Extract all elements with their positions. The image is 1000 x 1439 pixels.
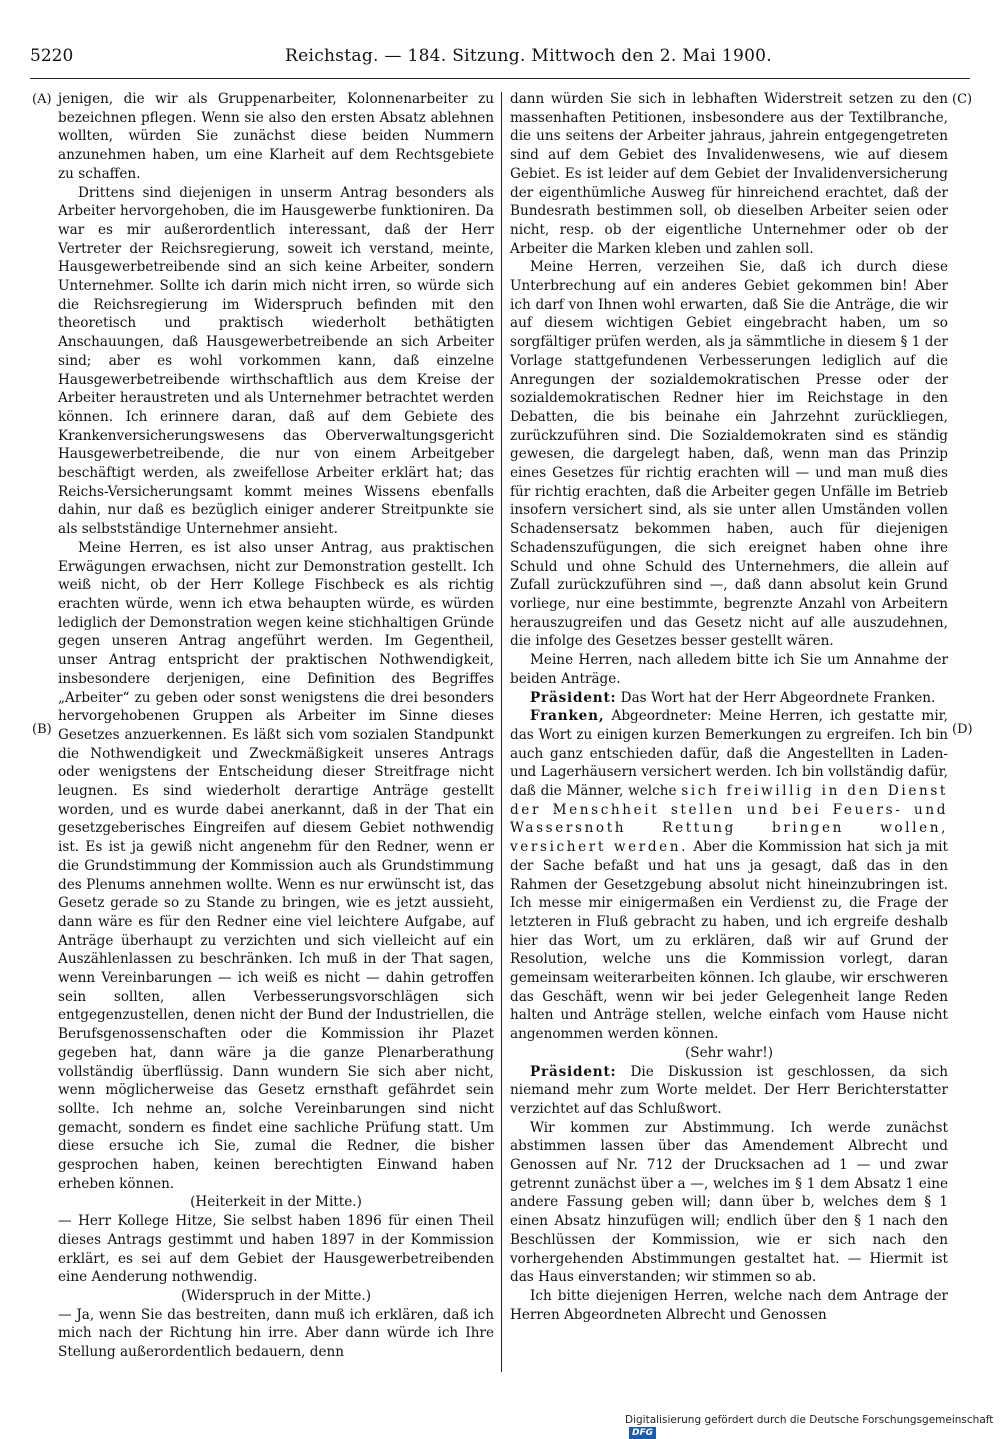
- paragraph-text: Wir kommen zur Abstimmung. Ich werde zunächst abstimmen lassen über das Amendement Albrecht und Genossen auf Nr. 712 der Drucksachen ad 1 — und zwar getrennt zunächst über a —, welches im § 1 dem Absatz 1 eine andere Fassung geben will; dann über b, welches dem § 1 einen Absatz hinzufügen will; endlich über den § 1 nach den Beschlüssen der Kommission, wie er sich nach den vorhergehenden Abstimmungen gestaltet hat. — Hiermit ist das Haus einverstanden; wir stimmen so ab.: [510, 1119, 948, 1286]
- paragraph: [58, 1212, 494, 1287]
- paragraph-text: Drittens sind diejenigen in unserm Antrag besonders als Arbeiter hervorgehoben, die im Hausgewerbe funktioniren. Da war es mir außerordentlich interessant, daß der Herr Vertreter der Reichsregierung, soweit ich verstand, meinte, Hausgewerbetreibende sind an sich keine Arbeiter, sondern Unternehmer. Sollte ich darin mich nicht irren, so würde sich die Reichsregierung im Widerspruch befinden mit den theoretisch und praktisch wiederholt bethätigten Anschauungen, daß Hausgewerbetreibende an sich Arbeiter sind; aber es wohl vorkommen kann, daß einzelne Hausgewerbetreibende wirthschaftlich aus dem Kreise der Arbeiter heraustreten und als Unternehmer betrachtet werden können. Ich erinnere daran, daß auf dem Gebiete des Krankenversicherungswesens das Oberverwaltungsgericht Hausgewerbetreibende, die nur von einem Arbeitgeber beschäftigt werden, als zweifellose Arbeiter erklärt hat; das Reichs-Versicherungsamt kommt meines Wissens ebenfalls dahin, nur daß es bezüglich einiger anderer Streitpunkte sie als selbstständige Unternehmer ansieht.: [58, 184, 494, 538]
- page-header: [30, 46, 970, 72]
- paragraph-text: Die Diskussion ist geschlossen, da sich niemand mehr zum Worte meldet. Der Herr Berichterstatter verzichtet auf das Schlußwort.: [510, 1063, 948, 1117]
- footer: [625, 1414, 1000, 1439]
- margin-mark-a: (A): [32, 92, 52, 107]
- paragraph: [510, 651, 948, 688]
- margin-mark-b: (B): [32, 722, 52, 737]
- paragraph: [58, 184, 494, 539]
- paragraph: [510, 1044, 948, 1063]
- paragraph: [58, 539, 494, 1194]
- paragraph: [58, 90, 494, 184]
- margin-mark-d: (D): [952, 722, 973, 737]
- paragraph-text: Aber die Kommission hat sich ja mit der Sache befaßt und hat uns ja gesagt, daß das in den Rahmen der Gesetzgebung absolut nicht hineinzubringen ist. Ich messe mir einigermaßen ein Verdienst zu, die Frage der letzteren in Fluß gebracht zu haben, und ich ergreife deshalb hier das Wort, um zu erklären, daß wir auf Grund der Resolution, welche uns die Kommission vorlegt, daran gemeinsam weiterarbeiten können. Ich glaube, wir erschweren das Geschäft, wenn wir bei jeder Gelegenheit lange Reden halten und Anträge stellen, welche einfach vom Hause nicht angenommen werden können.: [510, 839, 948, 1043]
- header-rule: [30, 78, 970, 79]
- paragraph-text: (Heiterkeit in der Mitte.): [190, 1194, 362, 1211]
- speaker-name: Präsident:: [530, 1063, 617, 1080]
- paragraph: [510, 258, 948, 651]
- paragraph-text: (Widerspruch in der Mitte.): [180, 1288, 372, 1304]
- paragraph-text: jenigen, die wir als Gruppenarbeiter, Kolonnenarbeiter zu bezeichnen pflegen. Wenn sie also den ersten Absatz ablehnen wollten, würden Sie zunächst diese beiden Nummern anzunehmen haben, um eine Klarheit auf dem Rechtsgebiete zu schaffen.: [58, 91, 494, 182]
- speaker-name: Franken,: [530, 708, 605, 725]
- paragraph-text: Abgeordneter: Meine Herren, ich gestatte mir, das Wort zu einigen kurzen Bemerkungen zu ergreifen. Ich bin auch ganz entschieden dafür, daß die Angestellten in Laden- und Lagerhäusern versichert werden. Ich bin vollständig dafür, daß die Männer, welche: [510, 708, 948, 800]
- paragraph: [58, 1287, 494, 1306]
- paragraph: [510, 1287, 948, 1324]
- paragraph: [58, 1193, 494, 1212]
- margin-mark-c: (C): [952, 92, 973, 107]
- right-column: [510, 90, 948, 1324]
- paragraph: [510, 1063, 948, 1119]
- paragraph-text: Das Wort hat der Herr Abgeordnete Franken.: [620, 689, 936, 706]
- paragraph-text: Meine Herren, nach alledem bitte ich Sie um Annahme der beiden Anträge.: [510, 652, 948, 687]
- speaker-name: Präsident:: [530, 689, 617, 706]
- dfg-logo: DFG: [629, 1427, 656, 1439]
- paragraph-text: (Sehr wahr!): [685, 1044, 773, 1061]
- paragraph-text: Ich bitte diejenigen Herren, welche nach dem Antrage der Herren Abgeordneten Albrecht und Genossen: [510, 1288, 948, 1323]
- paragraph: [510, 90, 948, 258]
- spaced-emphasis: sich freiwillig in den Dienst der Menschheit stellen und bei Feuers- und Wassersnoth Rettung bringen wollen, versichert werden.: [510, 783, 948, 856]
- running-title: Reichstag. — 184. Sitzung. Mittwoch den 2. Mai 1900.: [285, 46, 773, 66]
- paragraph: [58, 1306, 494, 1362]
- paragraph-text: dann würden Sie sich in lebhaften Widerstreit setzen zu den massenhaften Petitionen, insbesondere aus der Textilbranche, die uns seitens der Arbeiter jahraus, jahrein entgegengetreten sind auf dem Gebiet des Invalidenwesens, wie auf diesem Gebiet. Es ist leider auf dem Gebiet der Invalidenversicherung der eigenthümliche Ausweg für hinreichend erachtet, daß der Bundesrath bestimmen soll, ob dieselben Arbeiter seien oder nicht, resp. ob der eigentliche Unternehmer oder ob der Arbeiter die Marken kleben und zahlen soll.: [510, 91, 948, 257]
- paragraph-text: Meine Herren, verzeihen Sie, daß ich durch diese Unterbrechung auf ein anderes Gebiet gekommen bin! Aber ich darf von Ihnen wohl erwarten, daß Sie die Anträge, die wir auf diesem wichtigen Gebiet eingebracht haben, um so sorgfältiger prüfen werden, als ja sämmtliche in diesem § 1 der Vorlage stattgefundenen Verbesserungen lediglich auf die Anregungen der sozialdemokratischen Presse oder der sozialdemokratischen Redner hier im Reichstage in den Debatten, die bis beinahe ein Jahrzehnt zurückliegen, zurückzuführen sind. Die Sozialdemokraten sind es ständig gewesen, die dargelegt haben, daß, wenn man das Prinzip eines Gesetzes für richtig erachten will — und man muß dies für richtig erachten, daß die Arbeiter gegen Unfälle im Betrieb insofern versichert sind, als sie unter allen Umständen vollen Schadensersatz bekommen haben, auch für diejenigen Schadenszufügungen, die sich ereignet haben ohne ihre Schuld und ohne Schuld des Unternehmers, die allein auf Zufall zurückzuführen sind —, daß dann absolut kein Grund vorliege, nur eine bestimmte, begrenzte Anzahl von Arbeitern herauszugreifen und das Gesetz nicht auf alle auszudehnen, die infolge des Gesetzes besser gestellt wären.: [510, 259, 948, 650]
- paragraph-text: Meine Herren, es ist also unser Antrag, aus praktischen Erwägungen erwachsen, nicht zur Demonstration gestellt. Ich weiß nicht, ob der Herr Kollege Fischbeck es als richtig erachten würde, wenn ich etwa behaupten würde, es würden lediglich der Demonstration wegen keine stichhaltigen Gründe gegen unseren Antrag angeführt werden. Im Gegentheil, unser Antrag entspricht der praktischen Nothwendigkeit, insbesondere derjenigen, eine Definition des Begriffes „Arbeiter“ zu geben oder sonst wenigstens die drei besonders hervorgehobenen Gruppen als Arbeiter im Sinne dieses Gesetzes anzuerkennen. Es läßt sich vom sozialen Standpunkt die Nothwendigkeit und Zweckmäßigkeit unseres Antrags oder wenigstens der Entscheidung dieser Streitfrage nicht leugnen. Es sind wiederholt derartige Anträge gestellt worden, und es wurde dabei anerkannt, daß in der That ein gesetzgeberisches Eingreifen auf diesem Gebiet nothwendig ist. Es ist ja gewiß nicht angenehm für den Redner, wenn er die Grundstimmung der Kommission auch als Grundstimmung des Plenums annehmen wollte. Wenn es nur erwünscht ist, das Gesetz gerade so zu Stande zu bringen, wie es jetzt aussieht, dann wäre es für den Redner eine viel leichtere Aufgabe, auf Anträge überhaupt zu verzichten und sich vielleicht auf ein Auszählenlassen zu beschränken. Ich muß in der That sagen, wenn Vereinbarungen — ich weiß es nicht — dahin getroffen sein sollten, allen Verbesserungsvorschlägen sich entgegenzustellen, denen nicht der Bund der Industriellen, die Berufsgenossenschaften oder die Kommission ihr Plazet gegeben hat, dann wäre ja die ganze Plenarberathung vollständig überflüssig. Dann wundern Sie sich aber nicht, wenn möglicherweise das Gesetz ernsthaft gefährdet sein sollte. Ich nehme an, solche Vereinbarungen sind nicht gemacht, sondern es findet eine sachliche Prüfung statt. Um diese ersuche ich Sie, zumal die Redner, die bisher gesprochen haben, keinen berechtigten Einwand haben erheben können.: [58, 539, 494, 1192]
- column-divider: [501, 92, 502, 1372]
- paragraph-text: — Ja, wenn Sie das bestreiten, dann muß ich erklären, daß ich mich nach der Richtung hin irre. Aber dann würde ich Ihre Stellung außerordentlich bedauern, denn: [58, 1306, 494, 1361]
- paragraph-text: — Herr Kollege Hitze, Sie selbst haben 1896 für einen Theil dieses Antrags gestimmt und haben 1897 in der Kommission erklärt, es sei auf dem Gebiet der Hausgewerbetreibenden eine Aenderung nothwendig.: [58, 1213, 494, 1286]
- paragraph: [510, 1119, 948, 1287]
- footer-credit: Digitalisierung gefördert durch die Deutsche Forschungsgemeinschaft: [625, 1414, 994, 1426]
- page-number: 5220: [30, 46, 74, 66]
- left-column: [58, 90, 494, 1362]
- paragraph: [510, 689, 948, 708]
- paragraph: [510, 707, 948, 1044]
